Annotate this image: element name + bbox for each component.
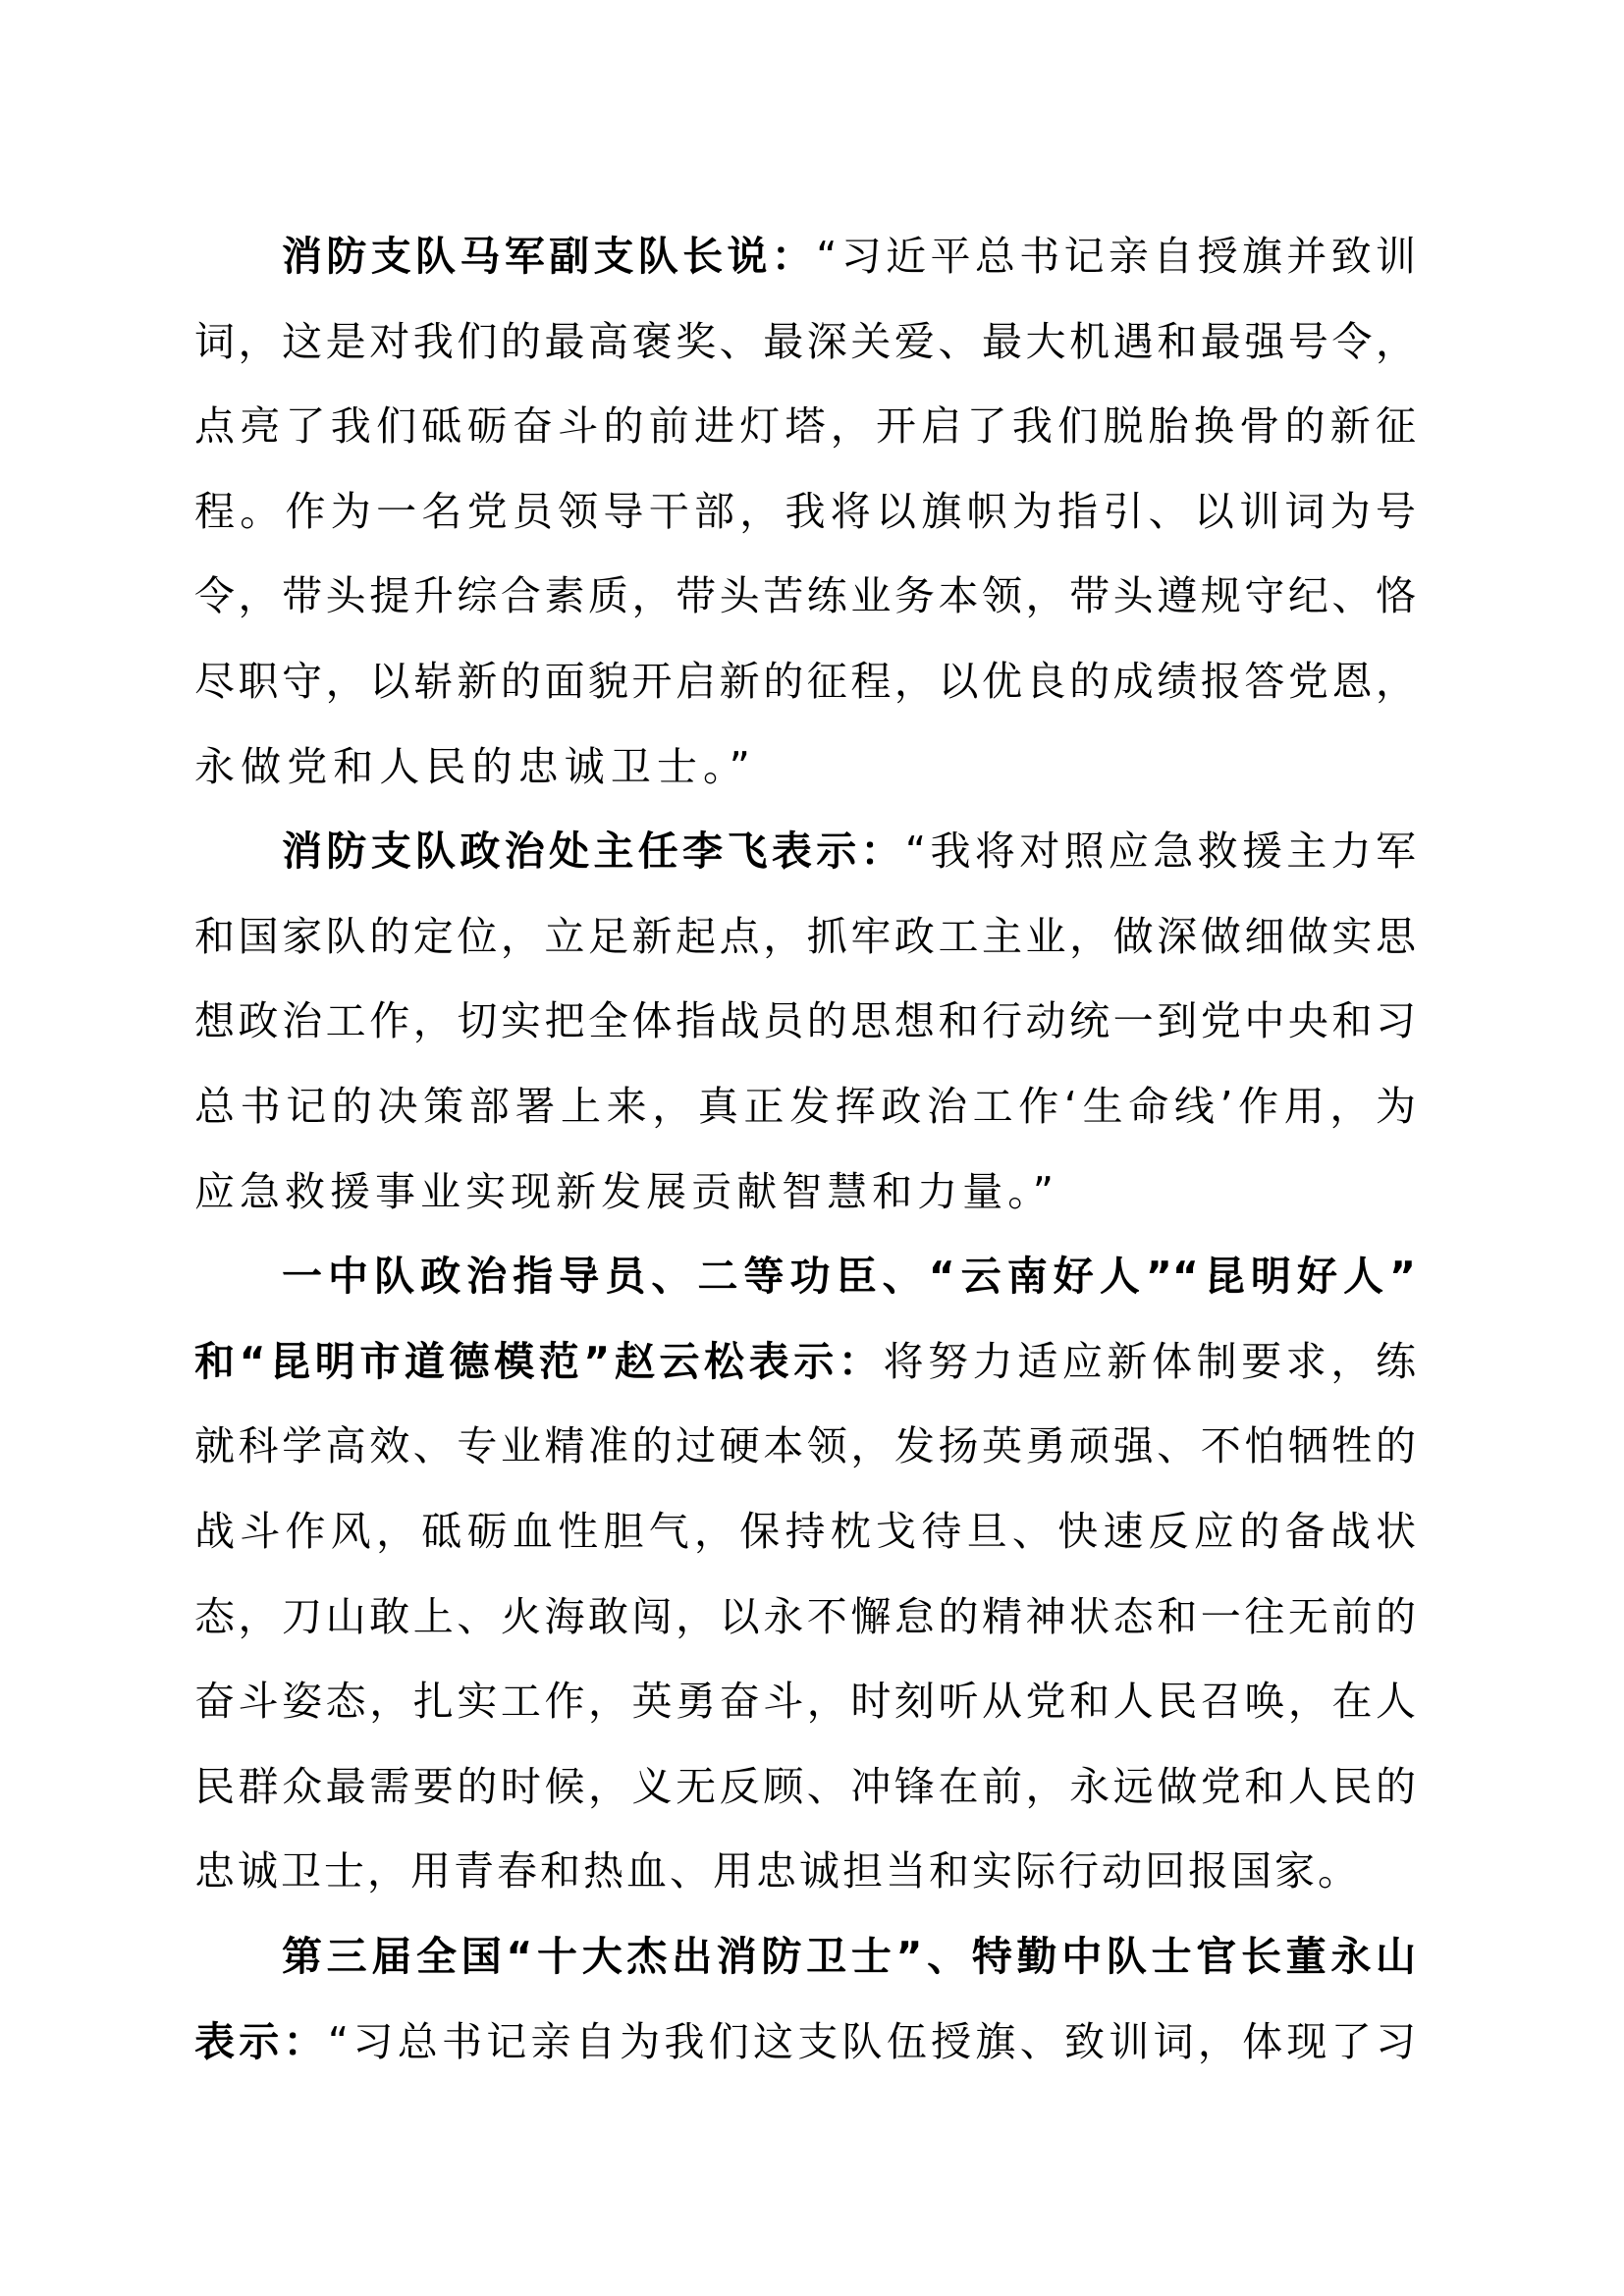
speaker-label: 第三届全国“十大杰出消防卫士”、特勤中队士官长董永山 bbox=[282, 1933, 1416, 1980]
body-text: 程。作为一名党员领导干部，我将以旗帜为指引、以训词为号 bbox=[194, 487, 1416, 535]
speaker-label: 一中队政治指导员、二等功臣、“云南好人”“昆明好人” bbox=[282, 1253, 1416, 1301]
body-text: 永做党和人民的忠诚卫士。” bbox=[194, 742, 756, 790]
body-text: “我将对照应急救援主力军 bbox=[904, 828, 1416, 876]
text-line bbox=[194, 1489, 1416, 1574]
body-text: 将努力适应新体制要求，练 bbox=[883, 1337, 1416, 1385]
text-line bbox=[194, 1064, 1416, 1148]
body-text: “习近平总书记亲自授旗并致训 bbox=[816, 233, 1416, 280]
body-text: 尽职守，以崭新的面貌开启新的征程，以优良的成绩报答党恩， bbox=[194, 658, 1416, 705]
text-line bbox=[194, 1149, 1416, 1234]
speaker-label: 消防支队政治处主任李飞表示： bbox=[282, 828, 905, 876]
text-line bbox=[194, 2000, 1416, 2084]
text-line bbox=[194, 894, 1416, 979]
text-line bbox=[194, 384, 1416, 468]
text-line bbox=[194, 1829, 1416, 1913]
body-text: 点亮了我们砥砺奋斗的前进灯塔，开启了我们脱胎换骨的新征 bbox=[194, 402, 1416, 451]
text-line bbox=[194, 554, 1416, 638]
body-text: 词，这是对我们的最高褒奖、最深关爱、最大机遇和最强号令， bbox=[194, 317, 1416, 365]
body-text: 应急救援事业实现新发展贡献智慧和力量。” bbox=[194, 1167, 1058, 1215]
text-line bbox=[194, 469, 1416, 554]
text-line bbox=[194, 1319, 1416, 1404]
text-line bbox=[194, 979, 1416, 1063]
body-text: 就科学高效、专业精准的过硬本领，发扬英勇顽强、不怕牺牲的 bbox=[194, 1422, 1416, 1470]
text-line bbox=[282, 214, 1416, 298]
speaker-label: 和“昆明市道德模范”赵云松表示： bbox=[194, 1337, 884, 1385]
text-line bbox=[282, 1234, 1416, 1318]
text-line bbox=[194, 1744, 1416, 1829]
text-line bbox=[194, 639, 1416, 723]
body-text: 民群众最需要的时候，义无反顾、冲锋在前，永远做党和人民的 bbox=[194, 1762, 1416, 1810]
speaker-label: 表示： bbox=[194, 2017, 328, 2065]
text-line bbox=[194, 1404, 1416, 1488]
body-text: 令，带头提升综合素质，带头苦练业务本领，带头遵规守纪、恪 bbox=[194, 572, 1416, 620]
text-line bbox=[194, 724, 1416, 809]
body-text: 忠诚卫士，用青春和热血、用忠诚担当和实际行动回报国家。 bbox=[194, 1847, 1361, 1896]
body-text: 态，刀山敢上、火海敢闯，以永不懈怠的精神状态和一往无前的 bbox=[194, 1592, 1416, 1640]
text-line bbox=[282, 809, 1416, 893]
body-text: 总书记的决策部署上来，真正发挥政治工作‘生命线’作用，为 bbox=[194, 1083, 1416, 1130]
speaker-label: 消防支队马军副支队长说： bbox=[282, 233, 817, 280]
text-line bbox=[194, 1575, 1416, 1659]
body-text: 想政治工作，切实把全体指战员的思想和行动统一到党中央和习 bbox=[194, 997, 1416, 1045]
text-line bbox=[194, 1659, 1416, 1743]
body-text: 奋斗姿态，扎实工作，英勇奋斗，时刻听从党和人民召唤，在人 bbox=[194, 1678, 1416, 1726]
body-text: 和国家队的定位，立足新起点，抓牢政工主业，做深做细做实思 bbox=[194, 912, 1416, 960]
text-line bbox=[194, 299, 1416, 384]
text-line bbox=[282, 1914, 1416, 1999]
body-text: “习总书记亲自为我们这支队伍授旗、致训词，体现了习 bbox=[327, 2017, 1417, 2065]
body-text: 战斗作风，砥砺血性胆气，保持枕戈待旦、快速反应的备战状 bbox=[194, 1508, 1416, 1555]
